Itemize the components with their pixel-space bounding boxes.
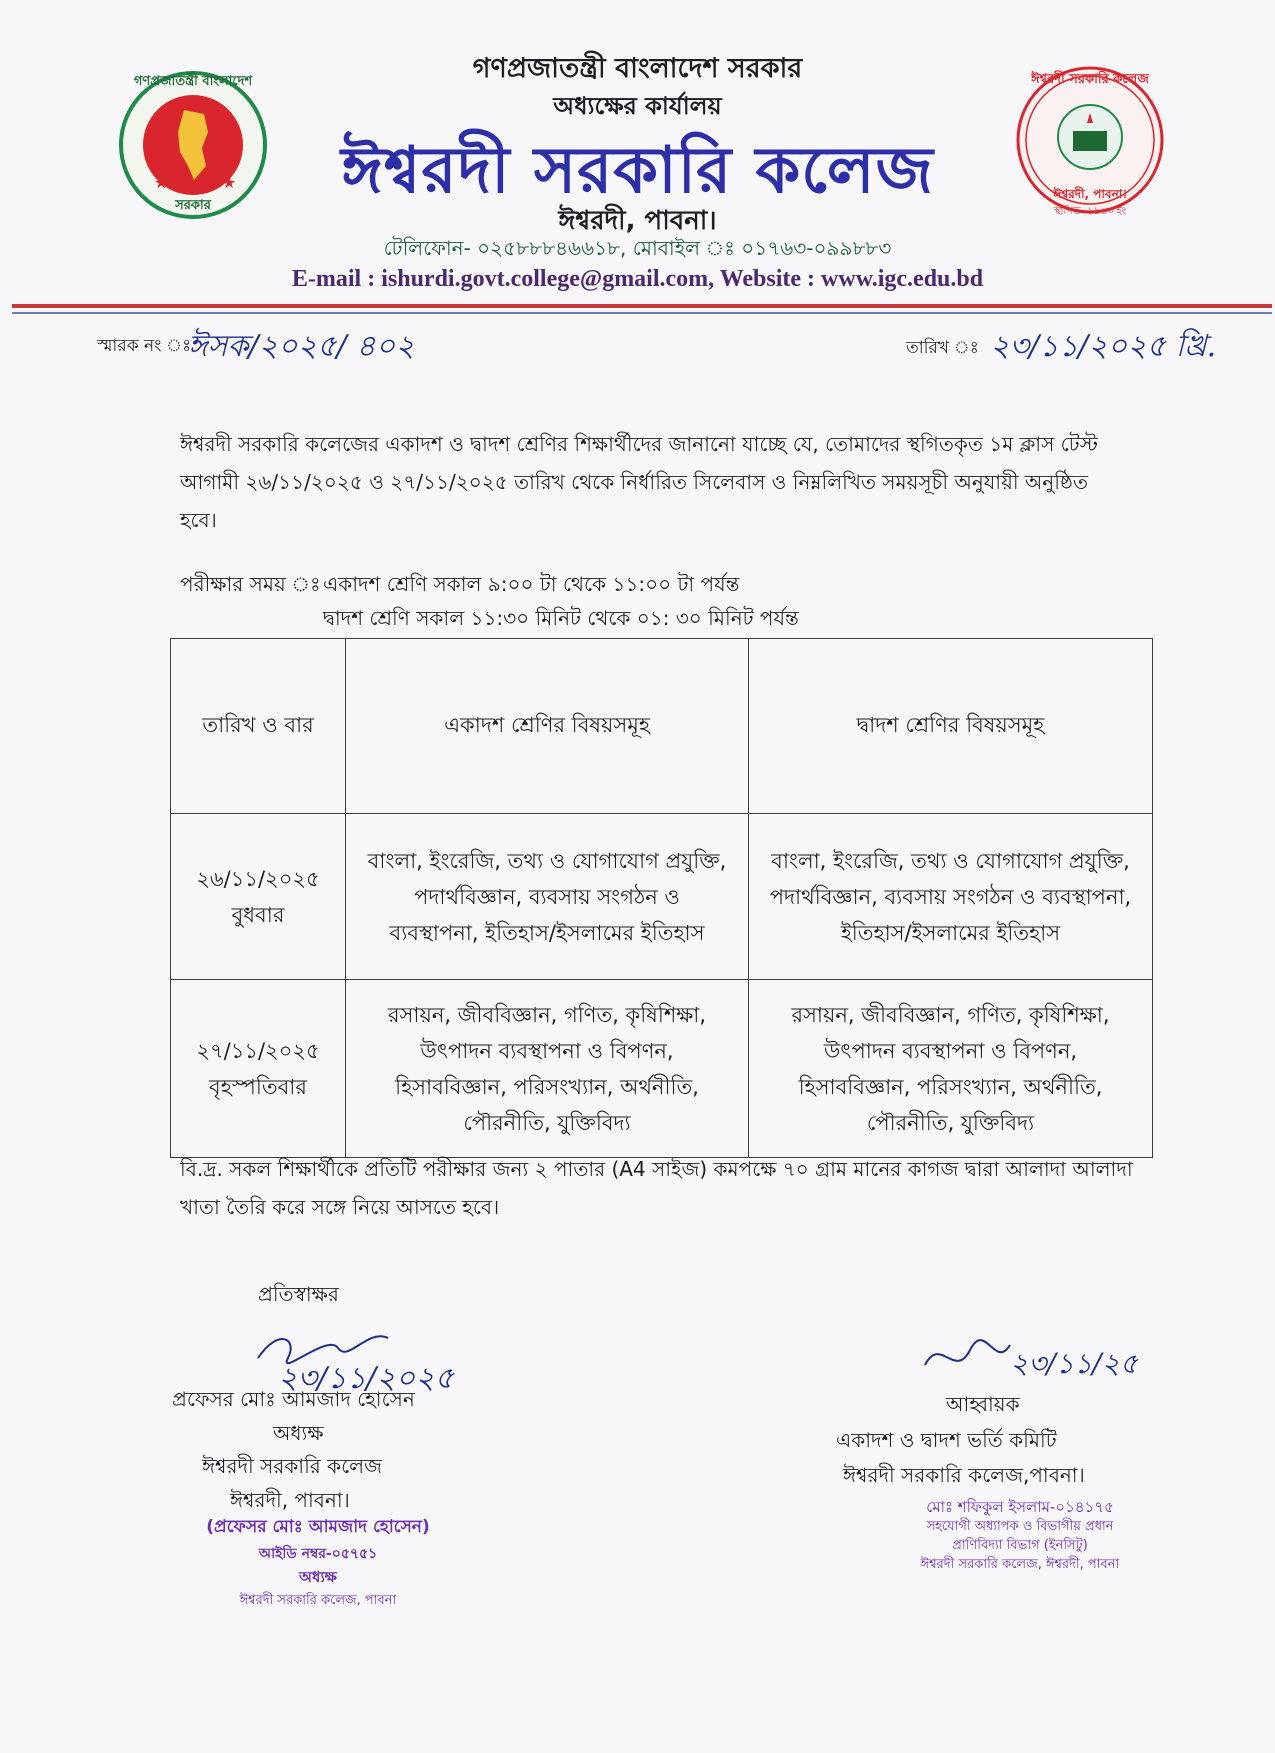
college-location: ঈশ্বরদী, পাবনা। (558, 206, 717, 236)
principal-stamp-title: অধ্যক্ষ (299, 1568, 337, 1586)
principal-name: প্রফেসর মোঃ আমজাদ হোসেন (172, 1387, 415, 1411)
convener-signature-date: ২৩/১১/২৫ (1010, 1347, 1138, 1380)
row-class12-subjects (749, 980, 1153, 1158)
svg-text:★: ★ (222, 173, 237, 192)
exam-time-label: পরীক্ষার সময় ঃ (180, 572, 321, 596)
subject-line: রসায়ন, জীববিজ্ঞান, গণিত, কৃষিশিক্ষা, (791, 1002, 1110, 1027)
contact-phone: টেলিফোন- ০২৫৮৮৮৪৬৬১৮, মোবাইল ঃ ০১৭৬৩-০৯৯৮৮৩ (383, 236, 892, 260)
row-date-cell (171, 980, 346, 1158)
subject-line: ব্যবস্থাপনা, ইতিহাস/ইসলামের ইতিহাস (389, 920, 705, 945)
convener-stamp-name: মোঃ শফিকুল ইসলাম-০১৪১৭৫ (926, 1498, 1114, 1516)
header-date-day: তারিখ ও বার (171, 639, 346, 814)
principal-signature-date: ২৩/১১/২০২৫ (278, 1361, 455, 1396)
table-row (171, 814, 1153, 980)
convener-stamp-college: ঈশ্বরদী সরকারি কলেজ, ঈশ্বরদী, পাবনা (920, 1557, 1120, 1572)
convener-stamp-designation: সহযোগী অধ্যাপক ও বিভাগীয় প্রধান (926, 1519, 1114, 1534)
row-date: ২৭/১১/২০২৫ (196, 1038, 320, 1063)
memo-date-value: ২৩/১১/২০২৫ খ্রি. (990, 329, 1217, 364)
subject-line: পদার্থবিজ্ঞান, ব্যবসায় সংগঠন ও ব্যবস্থাপনা, (769, 884, 1132, 909)
row-class11-subjects (346, 814, 749, 980)
exam-time-class11: একাদশ শ্রেণি সকাল ৯:০০ টা থেকে ১১:০০ টা পর্যন্ত (323, 572, 740, 596)
header-rule-blue (12, 312, 1272, 314)
convener-college: ঈশ্বরদী সরকারি কলেজ,পাবনা। (843, 1463, 1085, 1487)
exam-schedule-table (170, 638, 1153, 1158)
subject-line: ইতিহাস/ইসলামের ইতিহাস (840, 920, 1061, 945)
memo-number-value: ঈসক/২০২৫/ ৪০২ (188, 329, 415, 364)
convener-stamp (900, 1498, 1140, 1574)
subject-line: পৌরনীতি, যুক্তিবিদ্য (463, 1110, 631, 1135)
subject-line: উৎপাদন ব্যবস্থাপনা ও বিপণন, (823, 1038, 1078, 1063)
memo-number-label: স্মারক নং ঃ (97, 336, 192, 356)
principal-place: ঈশ্বরদী, পাবনা। (230, 1488, 350, 1512)
row-class12-subjects (749, 814, 1153, 980)
table-header-row (171, 639, 1153, 814)
principal-stamp-name: (প্রফেসর মোঃ আমজাদ হোসেন) (206, 1517, 430, 1537)
important-note: বি.দ্র. সকল শিক্ষার্থীকে প্রতিটি পরীক্ষার জন্য ২ পাতার (A4 সাইজ) কমপক্ষে ৭০ গ্রাম মানের কাগজ দ্বারা আলাদা আলাদা খাতা তৈরি করে সঙ্গে নিয়ে আসতে হবে। (180, 1157, 1133, 1219)
college-seal-text-bottom: ঈশ্বরদী, পাবনা। (1053, 187, 1127, 201)
table-row (171, 980, 1153, 1158)
row-class11-subjects (346, 980, 749, 1158)
office-title: অধ্যক্ষের কার্যালয় (553, 92, 722, 120)
convener-title: আহ্বায়ক (946, 1392, 1020, 1416)
principal-stamp-id: আইডি নম্বর-০৫৭৫১ (258, 1546, 378, 1562)
countersign-label: প্রতিস্বাক্ষর (258, 1282, 339, 1306)
principal-stamp-college: ঈশ্বরদী সরকারি কলেজ, পাবনা (239, 1593, 397, 1608)
principal-stamp (198, 1514, 438, 1612)
subject-line: পৌরনীতি, যুক্তিবিদ্য (866, 1110, 1035, 1135)
subject-line: রসায়ন, জীববিজ্ঞান, গণিত, কৃষিশিক্ষা, (387, 1002, 707, 1027)
convener-committee: একাদশ ও দ্বাদশ ভর্তি কমিটি (836, 1428, 1057, 1452)
subject-line: বাংলা, ইংরেজি, তথ্য ও যোগাযোগ প্রযুক্তি, (771, 848, 1130, 873)
row-day: বৃহস্পতিবার (209, 1074, 307, 1099)
header-class11-subjects: একাদশ শ্রেণির বিষয়সমূহ (346, 639, 749, 814)
government-title: গণপ্রজাতন্ত্রী বাংলাদেশ সরকার (472, 53, 803, 84)
convener-signature (915, 1325, 1138, 1395)
header-rule-red (12, 304, 1272, 308)
college-seal-text-top: ঈশ্বরদী সরকারি কলেজ (1031, 72, 1149, 87)
contact-email-website: E-mail : ishurdi.govt.college@gmail.com, Website : www.igc.edu.bd (291, 266, 984, 292)
memo-date-label: তারিখ ঃ (906, 338, 979, 358)
convener-stamp-department: প্রাণিবিদ্যা বিভাগ (ইনসিটু) (952, 1538, 1088, 1553)
government-seal-text-bottom: সরকার (175, 198, 211, 213)
row-date-cell (171, 814, 346, 980)
row-day: বুধবার (231, 902, 285, 927)
college-seal-established: স্থাপিত- ১৯৬৩ ইং (1053, 206, 1127, 217)
subject-line: বাংলা, ইংরেজি, তথ্য ও যোগাযোগ প্রযুক্তি, (367, 848, 727, 873)
row-date: ২৬/১১/২০২৫ (196, 866, 320, 891)
principal-college: ঈশ্বরদী সরকারি কলেজ (202, 1454, 382, 1478)
svg-text:★: ★ (154, 173, 169, 192)
subject-line: হিসাববিজ্ঞান, পরিসংখ্যান, অর্থনীতি, (798, 1074, 1103, 1099)
subject-line: পদার্থবিজ্ঞান, ব্যবসায় সংগঠন ও (414, 884, 680, 909)
college-name: ঈশ্বরদী সরকারি কলেজ (341, 133, 934, 208)
subject-line: হিসাববিজ্ঞান, পরিসংখ্যান, অর্থনীতি, (395, 1074, 699, 1099)
principal-title: অধ্যক্ষ (273, 1421, 324, 1445)
government-seal-text-top: গণপ্রজাতন্ত্রী বাংলাদেশ (133, 74, 253, 89)
notice-paragraph: ঈশ্বরদী সরকারি কলেজের একাদশ ও দ্বাদশ শ্রেণির শিক্ষার্থীদের জানানো যাচ্ছে যে, তোমাদের স্থগিতকৃত ১ম ক্লাস টেস্ট আগামী ২৬/১১/২০২৫ ও ২৭/১১/২০২৫ তারিখ থেকে নির্ধারিত সিলেবাস ও নিম্নলিখিত সময়সূচী অনুযায়ী অনুষ্ঠিত হবে। (180, 432, 1098, 532)
subject-line: উৎপাদন ব্যবস্থাপনা ও বিপণন, (420, 1038, 674, 1063)
header-class12-subjects: দ্বাদশ শ্রেণির বিষয়সমূহ (749, 639, 1153, 814)
exam-time-class12: দ্বাদশ শ্রেণি সকাল ১১:৩০ মিনিট থেকে ০১: ৩০ মিনিট পর্যন্ত (323, 606, 799, 630)
